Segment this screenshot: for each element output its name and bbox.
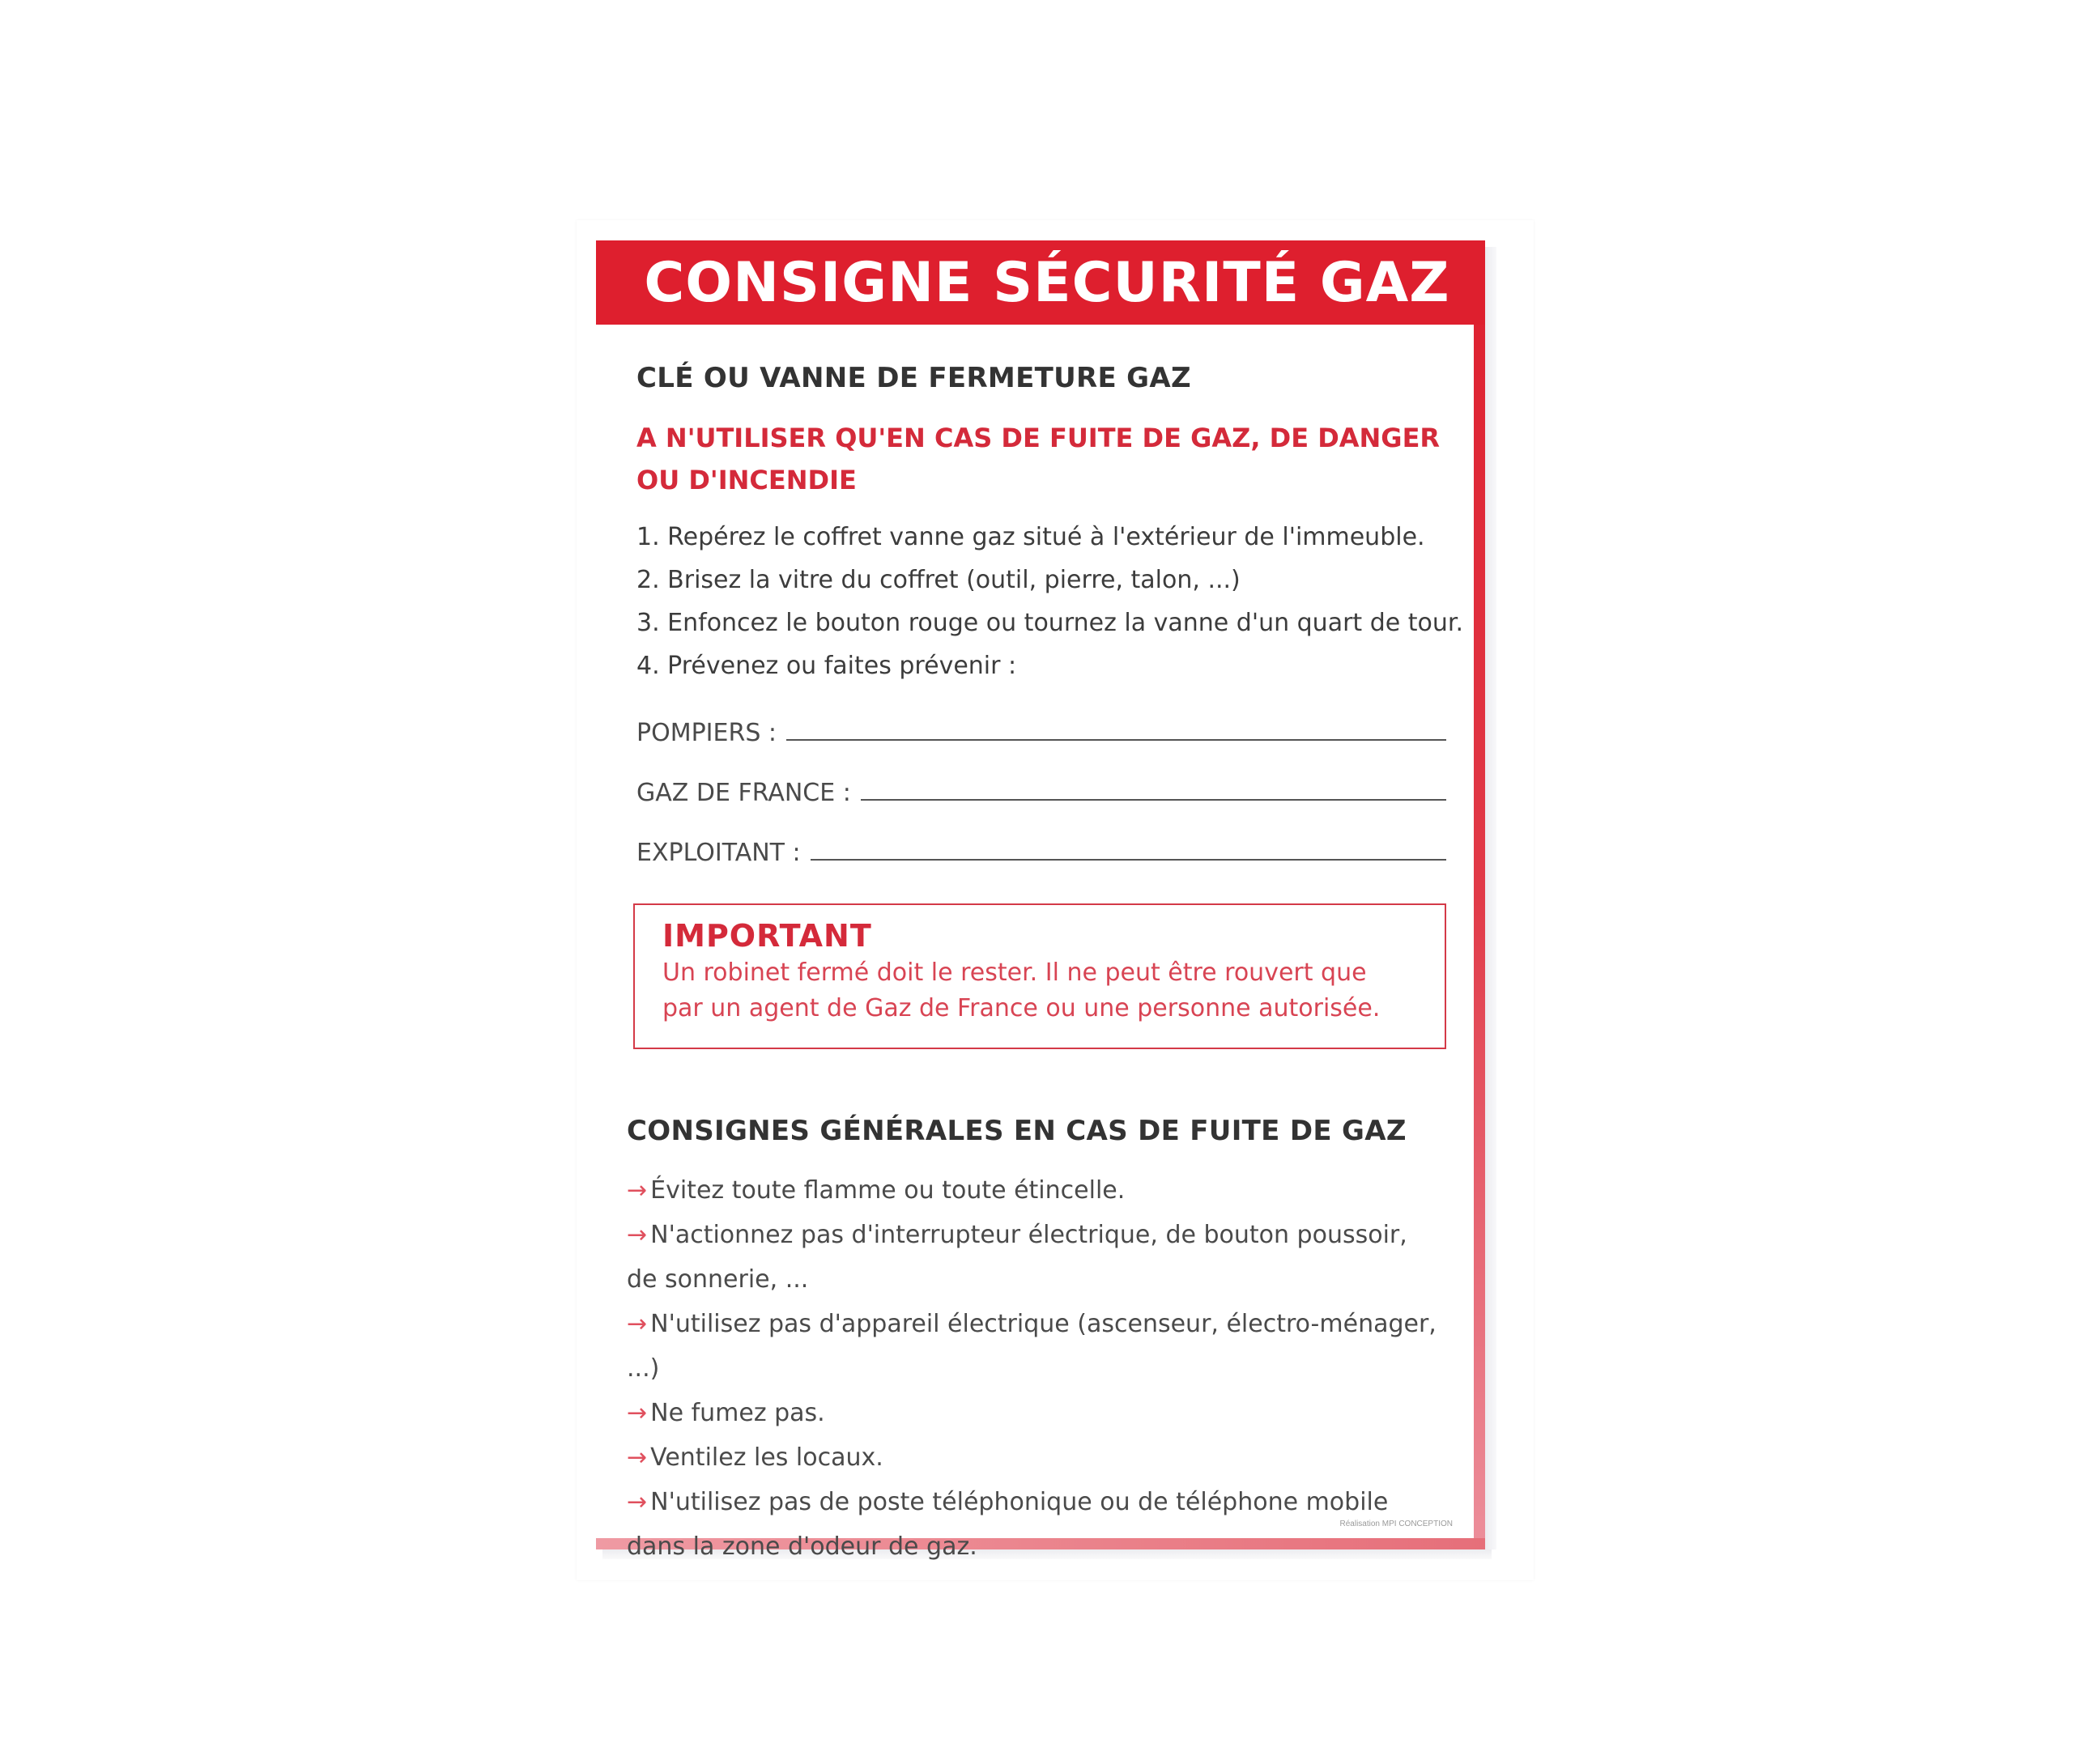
shutoff-section bbox=[636, 362, 1463, 867]
general-heading: CONSIGNES GÉNÉRALES EN CAS DE FUITE DE GAZ bbox=[627, 1115, 1407, 1147]
important-text-line: par un agent de Gaz de France ou une personne autorisée. bbox=[662, 994, 1381, 1022]
procedure-step: 2. Brisez la vitre du coffret (outil, pierre, talon, ...) bbox=[636, 566, 1241, 594]
procedure-steps bbox=[636, 516, 1463, 687]
title-banner bbox=[596, 240, 1485, 325]
instruction-item-continuation: dans la zone d'odeur de gaz. bbox=[627, 1532, 977, 1561]
contact-field-gaz-de-france bbox=[636, 747, 1446, 807]
contact-label: GAZ DE FRANCE : bbox=[636, 779, 851, 807]
fill-in-line bbox=[786, 739, 1446, 741]
procedure-step: 4. Prévenez ou faites prévenir : bbox=[636, 652, 1017, 680]
arrow-icon: → bbox=[627, 1176, 648, 1205]
frame-shadow bbox=[1485, 247, 1496, 1549]
usage-warning bbox=[636, 417, 1446, 501]
important-text-line: Un robinet fermé doit le rester. Il ne peut être rouvert que bbox=[662, 959, 1367, 987]
contact-label: POMPIERS : bbox=[636, 719, 777, 747]
contact-label: EXPLOITANT : bbox=[636, 839, 801, 867]
arrow-icon: → bbox=[627, 1310, 648, 1338]
general-instructions-list bbox=[627, 1168, 1461, 1569]
safety-sign-sheet bbox=[577, 220, 1534, 1580]
instruction-item: → N'utilisez pas d'appareil électrique (ascenseur, électro-ménager, ...) bbox=[627, 1310, 1437, 1383]
procedure-step: 3. Enfoncez le bouton rouge ou tournez la vanne d'un quart de tour. bbox=[636, 609, 1463, 637]
instruction-item: → N'actionnez pas d'interrupteur électrique, de bouton poussoir, bbox=[627, 1221, 1407, 1249]
sign-frame bbox=[596, 240, 1485, 1561]
contact-field-exploitant bbox=[636, 807, 1446, 867]
contact-fields bbox=[636, 687, 1446, 867]
arrow-icon: → bbox=[627, 1488, 648, 1516]
fill-in-line bbox=[811, 859, 1446, 861]
shutoff-heading: CLÉ OU VANNE DE FERMETURE GAZ bbox=[636, 362, 1191, 394]
credit-text: Réalisation MPI CONCEPTION bbox=[1339, 1520, 1453, 1528]
arrow-icon: → bbox=[627, 1399, 648, 1427]
usage-warning-line: OU D'INCENDIE bbox=[636, 465, 857, 495]
instruction-item: → Ne fumez pas. bbox=[627, 1399, 825, 1427]
procedure-step: 1. Repérez le coffret vanne gaz situé à l'extérieur de l'immeuble. bbox=[636, 523, 1425, 551]
red-border-right bbox=[1474, 240, 1485, 1549]
arrow-icon: → bbox=[627, 1221, 648, 1249]
sign-title: CONSIGNE SÉCURITÉ GAZ bbox=[644, 250, 1450, 315]
instruction-item: → N'utilisez pas de poste téléphonique ou de téléphone mobile bbox=[627, 1488, 1389, 1516]
usage-warning-line: A N'UTILISER QU'EN CAS DE FUITE DE GAZ, DE DANGER bbox=[636, 423, 1441, 453]
general-instructions-section bbox=[627, 1115, 1461, 1569]
instruction-item-continuation: de sonnerie, ... bbox=[627, 1265, 809, 1294]
important-notice-box bbox=[633, 903, 1446, 1049]
important-title: IMPORTANT bbox=[662, 918, 872, 954]
instruction-item: → Ventilez les locaux. bbox=[627, 1443, 883, 1472]
instruction-item: → Évitez toute flamme ou toute étincelle. bbox=[627, 1176, 1126, 1205]
arrow-icon: → bbox=[627, 1443, 648, 1472]
fill-in-line bbox=[861, 799, 1446, 801]
contact-field-pompiers bbox=[636, 687, 1446, 747]
